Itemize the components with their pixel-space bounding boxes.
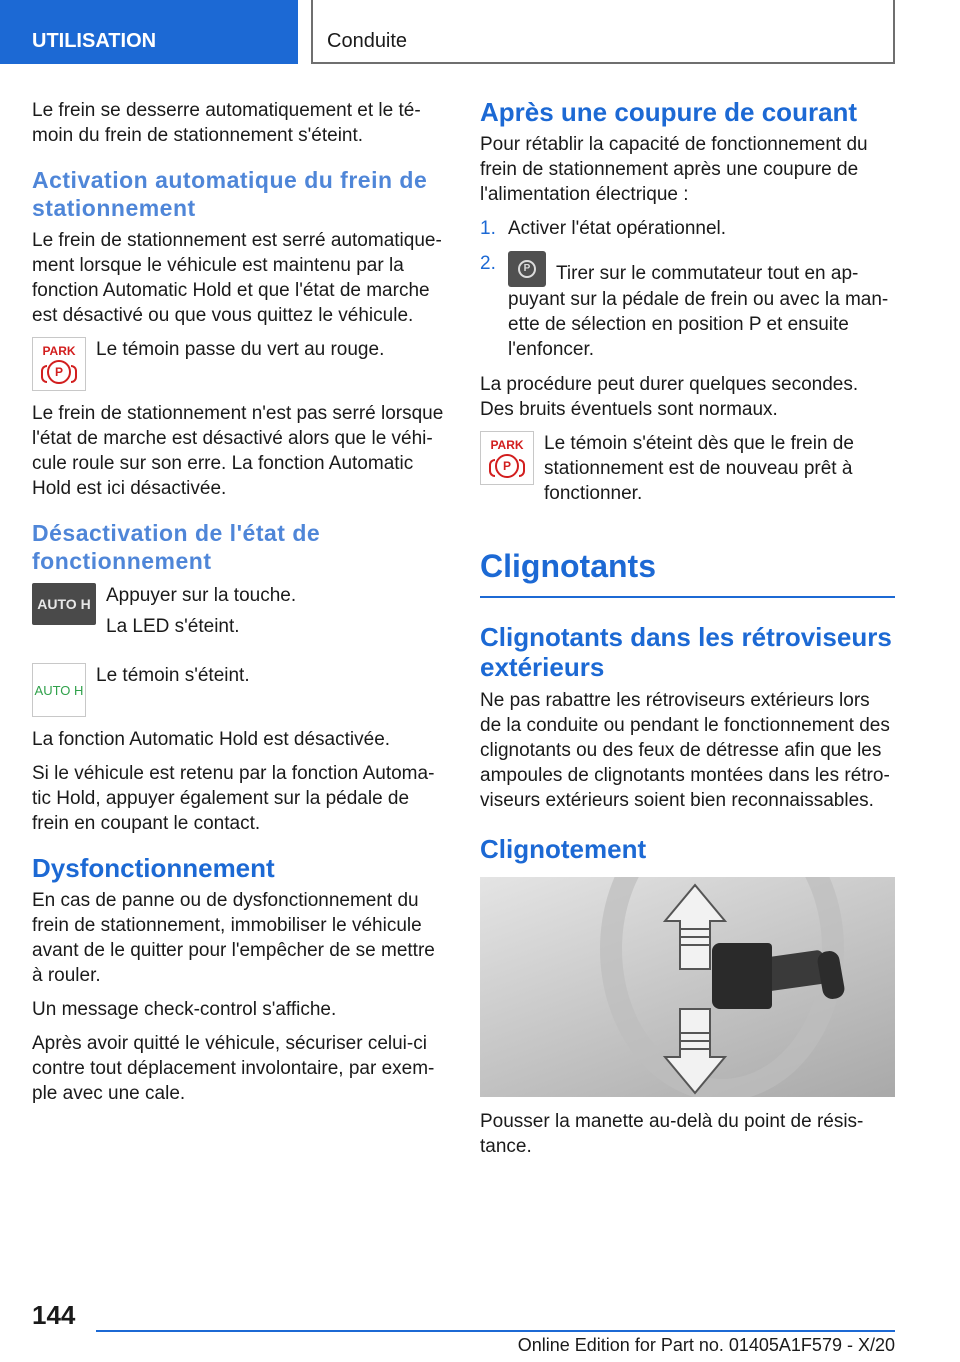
chapter-title: Conduite: [327, 30, 408, 52]
left-column: [32, 98, 450, 1115]
section-rule: [480, 596, 895, 598]
auto-hold-button-icon: AUTO H: [32, 583, 96, 625]
paragraph: Pour rétablir la capacité de fonctionnement du frein de stationnement après une coupure de l'alimentation électrique :: [480, 134, 868, 205]
footer-rule: [96, 1330, 895, 1332]
heading-dysfonctionnement: Dysfonctionnement: [32, 853, 275, 883]
heading-clignotants: Clignotants: [480, 548, 656, 584]
park-warning-icon: PARK P: [32, 337, 86, 391]
paragraph: Ne pas rabattre les rétroviseurs extérieurs lors de la conduite ou pendant le fonctionnement des clignotants ou des feux de détresse afin que les ampoules de clignotants montées dans les rétro-viseurs extérieurs soient bien reconnaissables.: [480, 690, 890, 811]
park-warning-icon: PARK P: [480, 431, 534, 485]
chapter-tab: [311, 0, 895, 64]
paragraph: Après avoir quitté le véhicule, sécuriser celui-ci contre tout déplacement involontaire, par exem-ple avec une cale.: [32, 1033, 435, 1104]
paragraph: Si le véhicule est retenu par la fonction Automa-tic Hold, appuyer également sur la pédale de frein en coupant le contact.: [32, 763, 435, 834]
paragraph: Le témoin s'éteint.: [96, 665, 250, 686]
heading-clignotement: Clignotement: [480, 834, 647, 864]
autoh-button-row: [32, 583, 450, 645]
paragraph: Le frein se desserre automatiquement et le té-moin du frein de stationnement s'éteint.: [32, 100, 421, 146]
autoh-indicator-row: [32, 663, 450, 717]
paragraph: Le frein de stationnement est serré automatique-ment lorsque le véhicule est maintenu par la fonction Automatic Hold et que l'état de marche est désactivé ou que vous quittez le véhicule.: [32, 230, 442, 326]
paragraph: Un message check-control s'affiche.: [32, 999, 337, 1020]
paragraph: Le témoin passe du vert au rouge.: [96, 339, 385, 360]
turn-signal-lever-image: [480, 877, 895, 1097]
paragraph: Pousser la manette au-delà du point de résis-tance.: [480, 1111, 864, 1157]
edition-note: Online Edition for Part no. 01405A1F579 - X/20: [517, 1335, 895, 1355]
list-item: 2. P Tirer sur le commutateur tout en ap-puyant sur la pédale de frein ou avec la man-ette de sélection en position P et ensuite l'enfoncer.: [480, 253, 889, 360]
heading-activation: Activation automatique du frein de stationnement: [32, 167, 428, 221]
heading-desactivation: Désactivation de l'état de fonctionnement: [32, 520, 321, 574]
section-title: UTILISATION: [32, 30, 157, 52]
right-column: [480, 98, 895, 1168]
paragraph: Le témoin s'éteint dès que le frein de stationnement est de nouveau prêt à fonctionner.: [544, 433, 854, 504]
page-number: 144: [32, 1300, 76, 1330]
paragraph: La LED s'éteint.: [106, 616, 240, 637]
paragraph: Appuyer sur la touche.: [106, 585, 297, 606]
list-item: 1. Activer l'état opérationnel.: [480, 218, 727, 239]
section-tab: [0, 0, 298, 64]
heading-coupure: Après une coupure de courant: [480, 97, 858, 127]
steps-list: [480, 216, 895, 362]
heading-retroviseurs: Clignotants dans les rétroviseurs extérieurs: [480, 622, 892, 682]
paragraph: Le frein de stationnement n'est pas serré lorsque l'état de marche est désactivé alors que le véhi-cule roule sur son erre. La fonction Automatic Hold est ici désactivée.: [32, 403, 444, 499]
auto-hold-indicator-icon: AUTO H: [32, 663, 86, 717]
park-indicator-row: [480, 431, 895, 512]
paragraph: En cas de panne ou de dysfonctionnement du frein de stationnement, immobiliser le véhicule avant de le quitter pour l'empêcher de se mettre à rouler.: [32, 890, 435, 986]
parking-brake-switch-icon: P: [508, 251, 546, 287]
paragraph: La fonction Automatic Hold est désactivée.: [32, 729, 391, 750]
park-indicator-row: [32, 337, 450, 391]
paragraph: La procédure peut durer quelques secondes. Des bruits éventuels sont normaux.: [480, 374, 859, 420]
